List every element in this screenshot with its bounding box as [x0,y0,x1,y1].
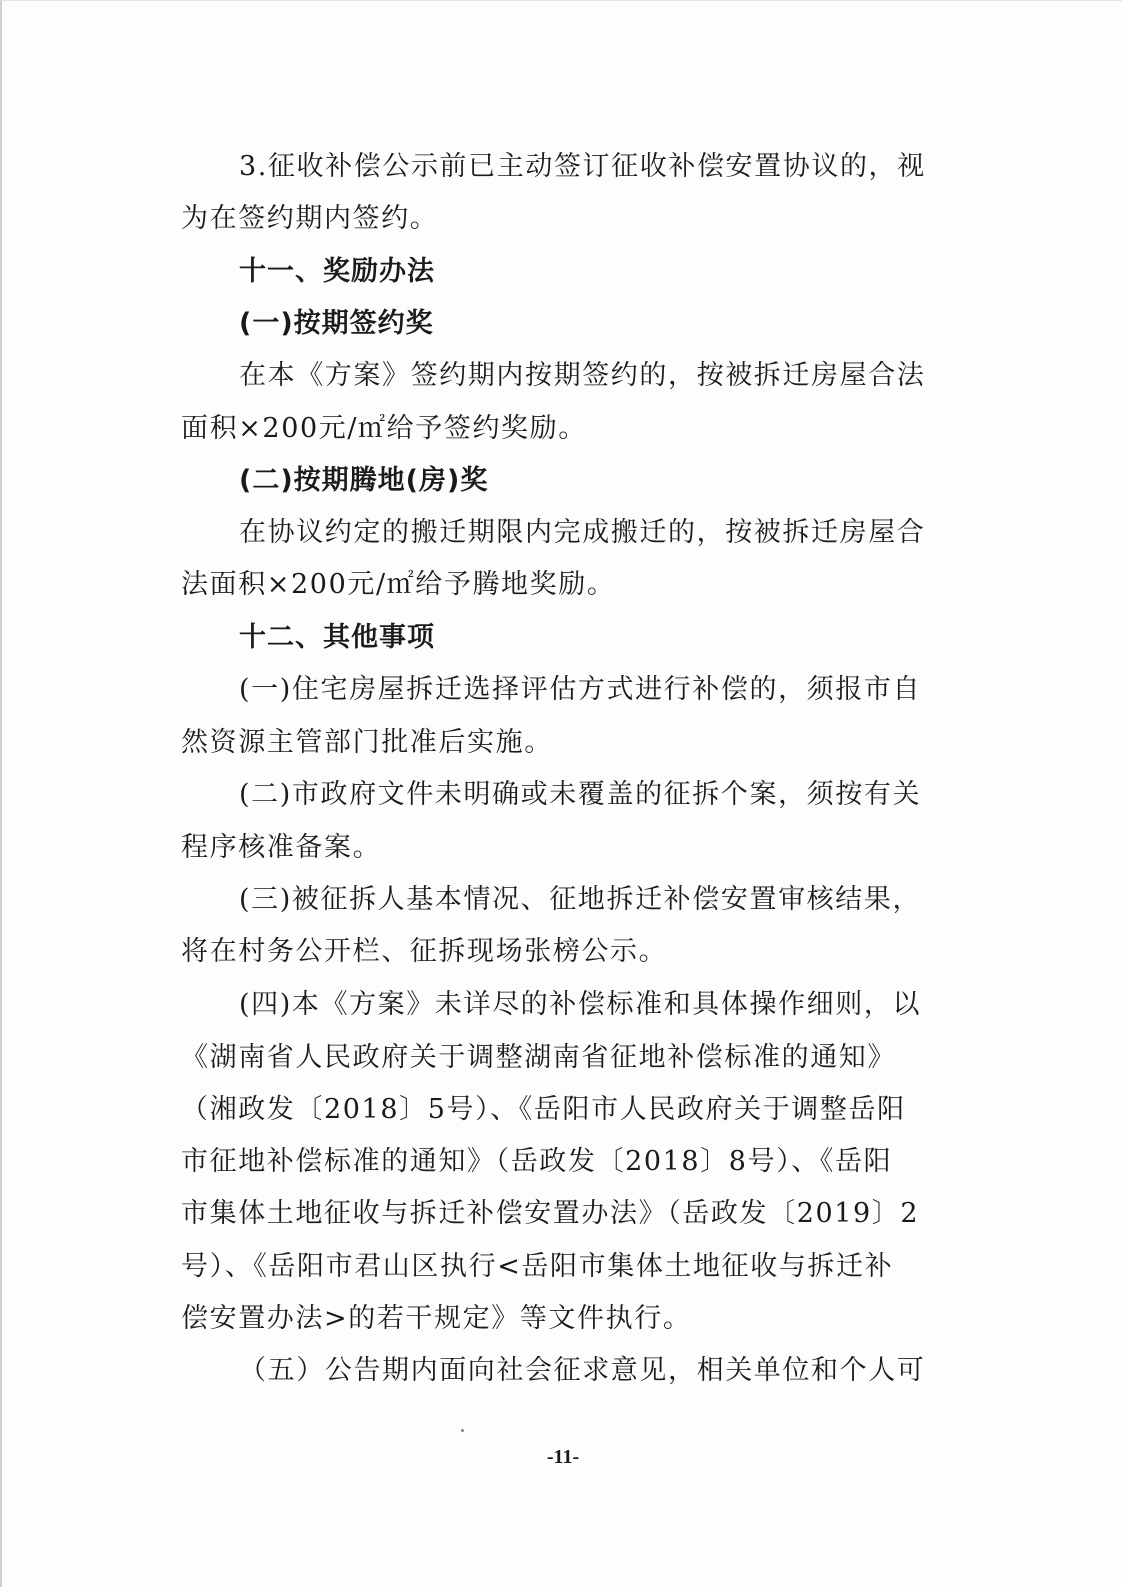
section-heading: 十二、其他事项 [239,622,435,653]
scan-speck [461,1429,464,1432]
paragraph-line: 3.征收补偿公示前已主动签订征收补偿安置协议的，视 [239,151,926,182]
subsection-heading: (一)按期签约奖 [239,308,434,339]
paragraph-line: 号）、《岳阳市君山区执行<岳阳市集体土地征收与拆迁补 [181,1251,894,1282]
paragraph-line: 将在村务公开栏、征拆现场张榜公示。 [181,936,668,967]
paragraph-line: (三)被征拆人基本情况、征地拆迁补偿安置审核结果， [239,884,922,915]
paragraph-line: 法面积×200元/㎡给予腾地奖励。 [181,569,616,600]
paragraph-line: (二)市政府文件未明确或未覆盖的征拆个案，须按有关 [239,779,922,810]
paragraph-line: 然资源主管部门批准后实施。 [181,727,553,758]
paragraph-line: （湘政发〔2018〕5号）、《岳阳市人民政府关于调整岳阳 [181,1094,906,1125]
paragraph-line: 程序核准备案。 [181,832,382,863]
paragraph-line: （五）公告期内面向社会征求意见，相关单位和个人可 [239,1355,926,1386]
paragraph-line: 市集体土地征收与拆迁补偿安置办法》（岳政发〔2019〕2 [181,1198,920,1229]
paragraph-line: (四)本《方案》未详尽的补偿标准和具体操作细则，以 [239,989,922,1020]
paragraph-line: 在本《方案》签约期内按期签约的，按被拆迁房屋合法 [239,360,926,391]
section-heading: 十一、奖励办法 [239,256,435,287]
paragraph-line: 市征地补偿标准的通知》（岳政发〔2018〕8号）、《岳阳 [181,1146,893,1177]
paragraph-line: 为在签约期内签约。 [181,203,439,234]
paragraph-line: 《湖南省人民政府关于调整湖南省征地补偿标准的通知》 [181,1042,896,1073]
paragraph-line: 偿安置办法>的若干规定》等文件执行。 [181,1303,692,1334]
paragraph-line: 面积×200元/㎡给予签约奖励。 [181,413,587,444]
page-number: -11- [546,1446,580,1468]
subsection-heading: (二)按期腾地(房)奖 [239,465,489,496]
paragraph-line: (一)住宅房屋拆迁选择评估方式进行补偿的，须报市自 [239,674,922,705]
paragraph-line: 在协议约定的搬迁期限内完成搬迁的，按被拆迁房屋合 [239,517,926,548]
